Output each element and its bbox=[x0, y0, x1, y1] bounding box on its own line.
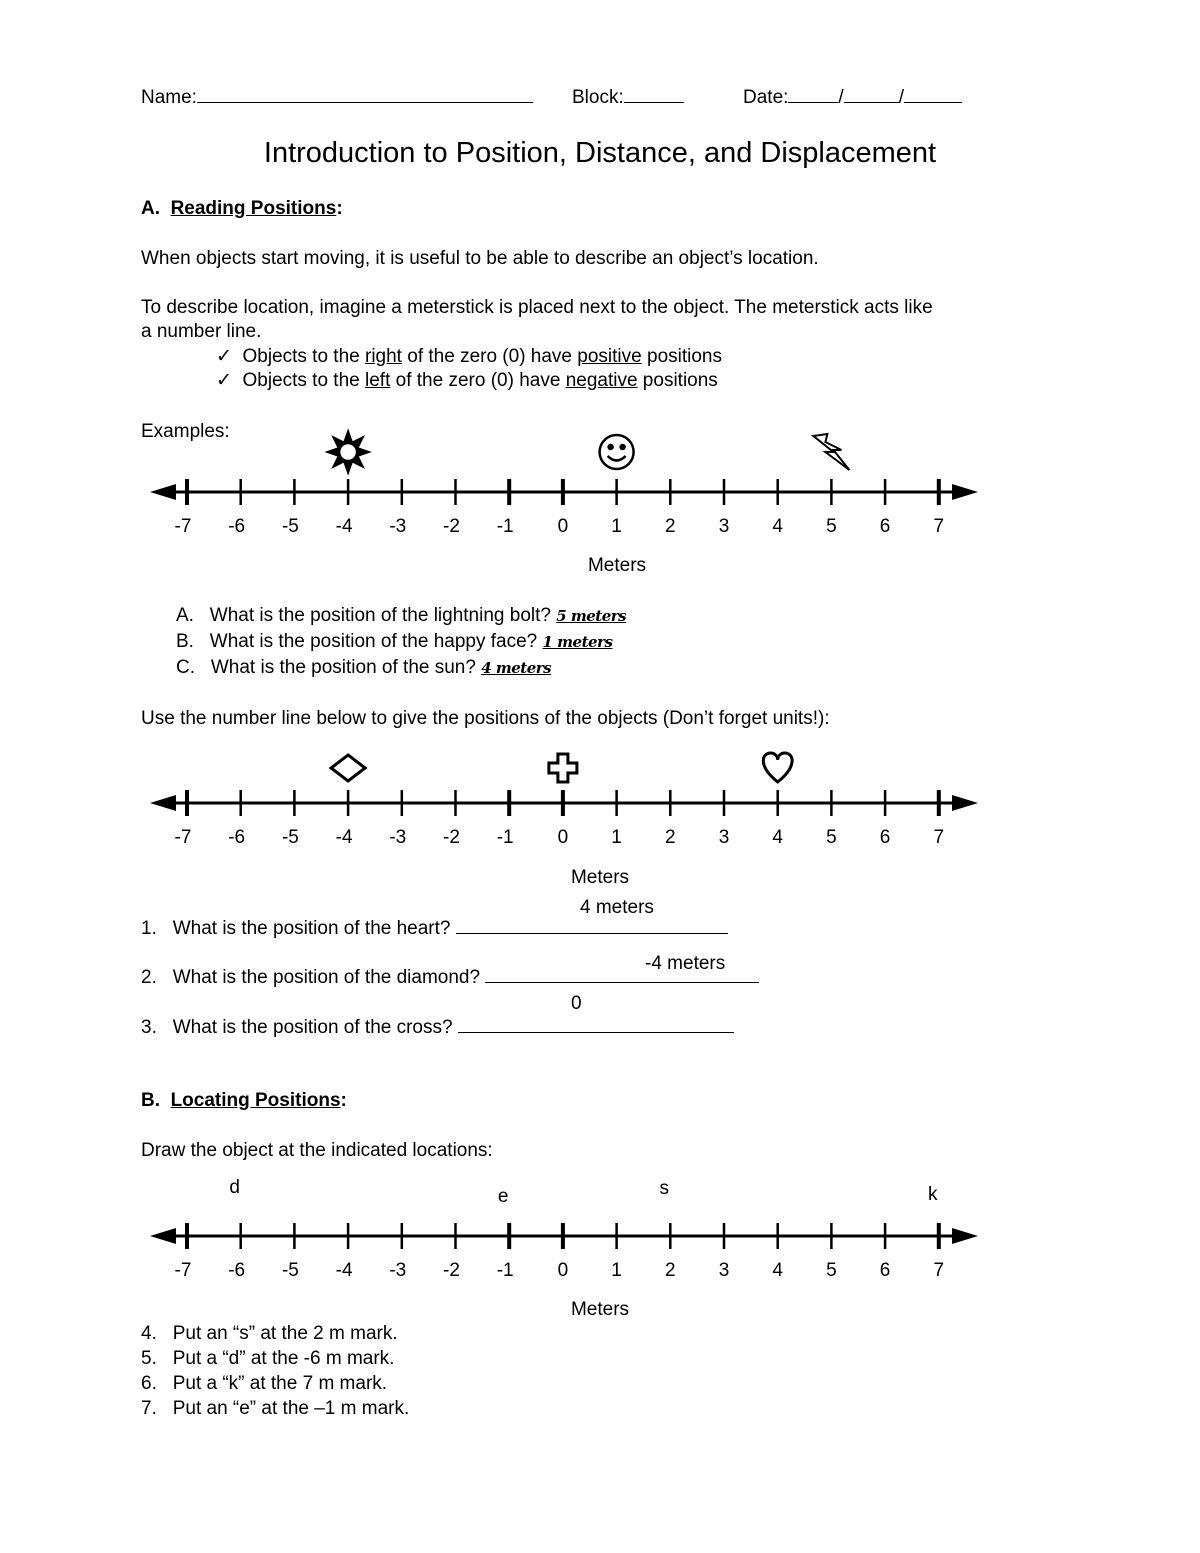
tick-label: 6 bbox=[879, 1260, 891, 1281]
lightning-icon bbox=[813, 434, 849, 470]
left-arrow-icon bbox=[150, 795, 176, 811]
right-arrow-icon bbox=[952, 795, 978, 811]
tick-label: 5 bbox=[826, 1260, 837, 1281]
sun-ray bbox=[328, 449, 338, 456]
tick-label: -4 bbox=[335, 1260, 353, 1281]
number-line-questions bbox=[0, 752, 1200, 852]
intro-text: When objects start moving, it is useful to be able to describe an object’s location. bbox=[141, 248, 819, 269]
locating-question: 7. Put an “e” at the –1 m mark. bbox=[141, 1398, 410, 1419]
position-letter: k bbox=[928, 1184, 938, 1205]
tick-label: 1 bbox=[611, 1260, 622, 1281]
sun-ray bbox=[345, 432, 352, 442]
tick-label: -4 bbox=[335, 516, 353, 537]
example-answer: 5 meters bbox=[556, 607, 627, 625]
axis-label: Meters bbox=[570, 1299, 630, 1320]
tick-label: -6 bbox=[228, 516, 246, 537]
right-arrow-icon bbox=[952, 484, 978, 500]
tick-label: 2 bbox=[665, 827, 676, 848]
tick-label: -2 bbox=[443, 827, 460, 848]
sun-core bbox=[339, 443, 357, 461]
tick-label: -5 bbox=[281, 516, 299, 537]
answer-2-field[interactable] bbox=[485, 966, 759, 983]
position-letter: e bbox=[497, 1186, 509, 1207]
block-label: Block: bbox=[572, 87, 624, 108]
date-year-field[interactable] bbox=[904, 86, 962, 103]
right-arrow-icon bbox=[952, 1228, 978, 1244]
example-question: C. What is the position of the sun? 4 meters bbox=[176, 657, 552, 678]
block-field[interactable] bbox=[624, 86, 684, 103]
tick-label: 5 bbox=[826, 516, 837, 537]
tick-label: 0 bbox=[557, 516, 569, 537]
mouth bbox=[608, 456, 626, 461]
section-b-heading: B. Locating Positions: bbox=[141, 1090, 347, 1111]
tick-label: 3 bbox=[718, 827, 730, 848]
diamond-icon bbox=[331, 755, 365, 781]
heart bbox=[763, 753, 792, 782]
locating-question: 6. Put a “k” at the 7 m mark. bbox=[141, 1373, 388, 1394]
tick-label: -6 bbox=[228, 1260, 246, 1281]
tick-label: 7 bbox=[933, 827, 945, 848]
face bbox=[600, 435, 634, 469]
tick-label: -1 bbox=[496, 827, 514, 848]
date-month-field[interactable] bbox=[788, 86, 838, 103]
tick-label: 4 bbox=[772, 1260, 783, 1281]
page-title: Introduction to Position, Distance, and Displacement bbox=[263, 137, 937, 169]
tick-label: -7 bbox=[174, 827, 192, 848]
check-icon: ✓ bbox=[216, 346, 232, 367]
eye bbox=[621, 445, 625, 449]
example-question: B. What is the position of the happy face? 1 meters bbox=[176, 631, 613, 652]
tick-label: -4 bbox=[335, 827, 353, 848]
tick-label: 2 bbox=[665, 516, 676, 537]
date-day-field[interactable] bbox=[844, 86, 899, 103]
answer-1-field[interactable] bbox=[456, 917, 728, 934]
intro-text-2: To describe location, imagine a meterstick is placed next to the object. The meterstick acts like bbox=[141, 297, 933, 318]
tick-label: -5 bbox=[281, 827, 299, 848]
tick-label: 7 bbox=[933, 516, 945, 537]
section-b-intro: Draw the object at the indicated locations: bbox=[141, 1140, 493, 1161]
date-label: Date: bbox=[743, 87, 789, 108]
tick-label: 1 bbox=[611, 516, 622, 537]
cross-icon bbox=[549, 754, 577, 782]
header bbox=[141, 86, 533, 110]
tick-label: -3 bbox=[389, 516, 407, 537]
eye bbox=[609, 445, 613, 449]
answer-2: -4 meters bbox=[645, 953, 726, 974]
tick-label: -7 bbox=[174, 516, 192, 537]
answer-3-field[interactable] bbox=[458, 1016, 734, 1033]
example-question: A. What is the position of the lightning bolt? 5 meters bbox=[176, 605, 627, 626]
sun-ray bbox=[359, 449, 369, 456]
heart-icon bbox=[763, 753, 792, 782]
locating-question: 5. Put a “d” at the -6 m mark. bbox=[141, 1348, 395, 1369]
use-line: Use the number line below to give the positions of the objects (Don’t forget units!): bbox=[141, 708, 830, 729]
tick-label: -2 bbox=[443, 1260, 460, 1281]
position-letter: d bbox=[229, 1177, 240, 1198]
tick-label: 2 bbox=[665, 1260, 676, 1281]
tick-label: -1 bbox=[496, 516, 514, 537]
block-field-group bbox=[572, 86, 684, 110]
axis-label: Meters bbox=[587, 555, 647, 576]
position-letter: s bbox=[659, 1178, 670, 1199]
diamond bbox=[331, 755, 365, 781]
name-field[interactable] bbox=[197, 86, 533, 103]
bullet-right: ✓ Objects to the right of the zero (0) have positive positions bbox=[216, 346, 722, 367]
answer-3: 0 bbox=[571, 993, 582, 1014]
tick-label: -5 bbox=[281, 1260, 299, 1281]
tick-label: 0 bbox=[557, 1260, 569, 1281]
tick-label: 3 bbox=[718, 516, 730, 537]
question-3: 3. What is the position of the cross? bbox=[141, 1016, 734, 1040]
answer-1: 4 meters bbox=[580, 897, 654, 918]
sun-icon bbox=[328, 432, 368, 472]
tick-label: -1 bbox=[496, 1260, 514, 1281]
example-answer: 1 meters bbox=[542, 633, 613, 651]
question-2: 2. What is the position of the diamond? bbox=[141, 966, 759, 990]
locating-question: 4. Put an “s” at the 2 m mark. bbox=[141, 1323, 398, 1344]
examples-label: Examples: bbox=[141, 421, 230, 442]
tick-label: 3 bbox=[718, 1260, 730, 1281]
tick-label: -6 bbox=[228, 827, 246, 848]
smiley-icon bbox=[600, 435, 634, 469]
intro-text-3: a number line. bbox=[141, 321, 262, 342]
tick-label: 5 bbox=[826, 827, 837, 848]
tick-label: -2 bbox=[443, 516, 460, 537]
name-label: Name: bbox=[141, 87, 197, 108]
axis-label: Meters bbox=[570, 867, 630, 888]
sun-ray bbox=[345, 463, 352, 473]
question-1: 1. What is the position of the heart? bbox=[141, 917, 728, 941]
tick-label: 1 bbox=[611, 827, 622, 848]
left-arrow-icon bbox=[150, 1228, 176, 1244]
number-line-locating bbox=[0, 1170, 1200, 1290]
tick-label: 7 bbox=[933, 1260, 945, 1281]
tick-label: -7 bbox=[174, 1260, 192, 1281]
tick-label: 4 bbox=[772, 827, 783, 848]
section-a-heading: A. Reading Positions: bbox=[141, 198, 343, 219]
bullet-left: ✓ Objects to the left of the zero (0) have negative positions bbox=[216, 370, 718, 391]
tick-label: 6 bbox=[879, 827, 891, 848]
tick-label: 6 bbox=[879, 516, 891, 537]
date-field-group: Date: / / bbox=[743, 86, 962, 110]
tick-label: 4 bbox=[772, 516, 783, 537]
example-answer: 4 meters bbox=[481, 659, 552, 677]
tick-label: 0 bbox=[557, 827, 569, 848]
tick-label: -3 bbox=[389, 1260, 407, 1281]
tick-label: -3 bbox=[389, 827, 407, 848]
check-icon: ✓ bbox=[216, 370, 232, 391]
number-line-examples bbox=[0, 440, 1200, 540]
left-arrow-icon bbox=[150, 484, 176, 500]
cross bbox=[549, 754, 577, 782]
bolt bbox=[813, 434, 849, 470]
